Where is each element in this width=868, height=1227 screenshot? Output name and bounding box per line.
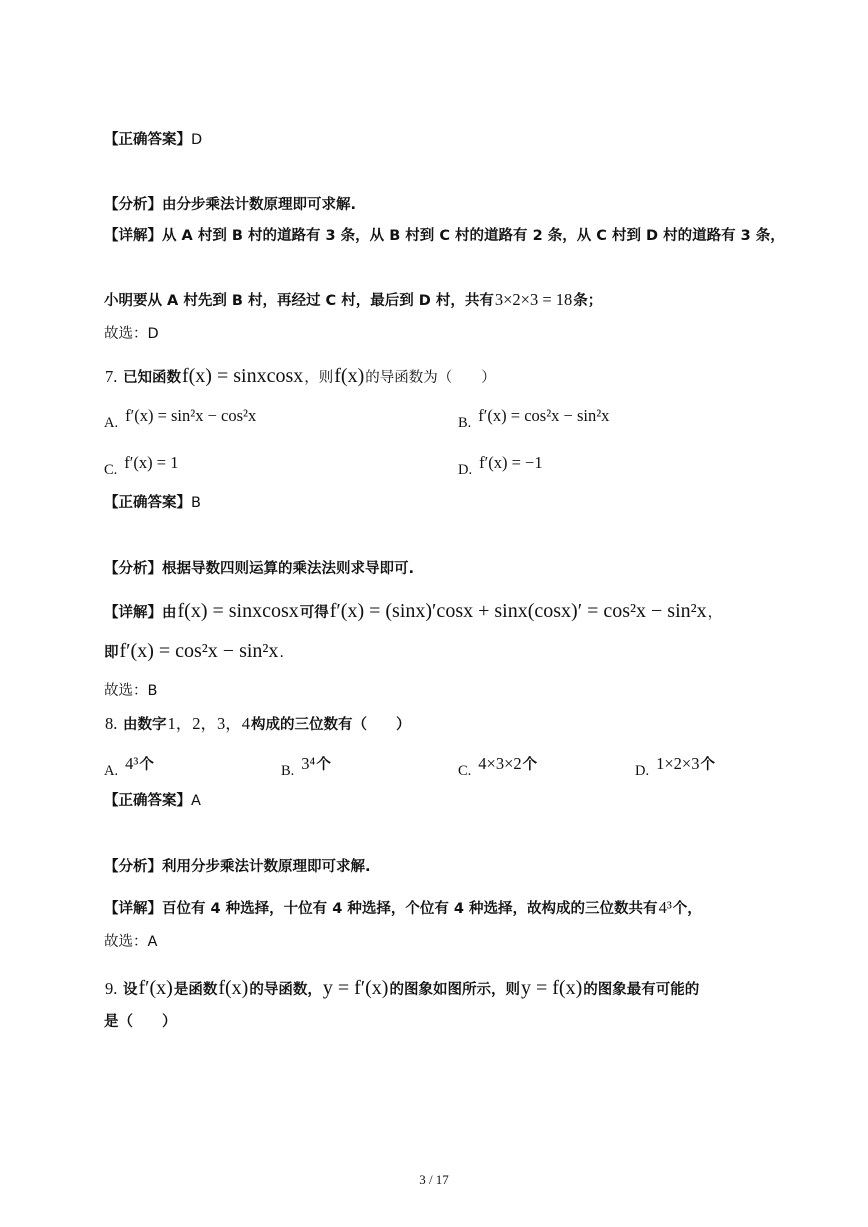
q8-choice: 故选：A	[104, 934, 158, 950]
q6-detail-line2	[104, 289, 602, 312]
q7-detail-line1	[104, 600, 722, 624]
q6-answer-line	[104, 129, 202, 151]
q8-detail-line	[104, 897, 702, 920]
analysis-text: 根据导数四则运算的乘法法则求导即可.	[162, 561, 415, 577]
option-suffix: 个	[700, 757, 715, 773]
detail-label: 【详解】	[104, 901, 162, 917]
analysis-text: 利用分步乘法计数原理即可求解.	[162, 859, 371, 875]
question-number: 8.	[105, 714, 118, 733]
q7-stem	[104, 365, 496, 389]
q7-detail-line2	[104, 640, 284, 664]
math-expression: f(x)	[218, 977, 249, 999]
analysis-label: 【分析】	[104, 561, 162, 577]
option-math: f′(x) = sin²x − cos²x	[125, 406, 257, 425]
q7-option-c	[104, 452, 179, 481]
detail-text-end: 个，	[672, 901, 702, 917]
option-suffix: 个	[522, 757, 538, 773]
stem-text: 的图象如图所示，则	[389, 982, 520, 998]
math-expression: f′(x) = (sinx)′cosx + sinx(cosx)′ = cos²x − sin²x	[329, 600, 707, 622]
detail-text: .	[279, 645, 285, 661]
option-suffix: 个	[139, 757, 154, 773]
detail-text: 即	[104, 645, 119, 661]
q7-analysis-line	[104, 558, 414, 580]
option-label: C.	[104, 462, 118, 478]
detail-text: 由	[162, 605, 177, 621]
detail-text: 小明要从 A 村先到 B 村，再经过 C 村，最后到 D 村，共有	[104, 293, 494, 309]
answer-label: 【正确答案】	[104, 793, 191, 809]
detail-text: 可得	[299, 605, 329, 621]
analysis-label: 【分析】	[104, 197, 162, 213]
math-expression: 3×2×3 = 18	[494, 290, 573, 309]
option-math: f′(x) = cos²x − sin²x	[478, 406, 610, 425]
q7-option-a	[104, 405, 257, 434]
stem-text: 由数字	[122, 717, 167, 733]
question-number: 9.	[105, 979, 118, 998]
detail-text: ，	[707, 605, 723, 621]
stem-text: 设	[122, 982, 138, 998]
q8-stem	[104, 713, 410, 736]
option-math: 4³	[125, 754, 139, 773]
stem-text: 构成的三位数有（ ）	[250, 717, 411, 733]
q7-option-d	[458, 452, 544, 481]
q7-choice: 故选：B	[104, 683, 158, 699]
q6-detail-line1	[104, 225, 785, 247]
q9-stem-line1	[104, 977, 699, 1001]
q8-option-b	[281, 753, 331, 782]
detail-text-end: 条；	[573, 293, 603, 309]
option-suffix: 个	[316, 757, 331, 773]
option-label: C.	[458, 763, 472, 779]
answer-value: A	[191, 793, 201, 809]
option-label: D.	[458, 462, 473, 478]
stem-text: 的导函数，	[249, 982, 322, 998]
math-expression: 4³	[658, 898, 672, 917]
option-math: f′(x) = 1	[124, 453, 179, 472]
math-expression: f(x)	[334, 365, 365, 387]
option-label: B.	[458, 415, 472, 431]
math-expression: y = f(x)	[520, 977, 583, 999]
answer-label: 【正确答案】	[104, 132, 191, 148]
detail-text: 从 A 村到 B 村的道路有 3 条，从 B 村到 C 村的道路有 2 条，从 C 村到 D 村的道路有 3 条，	[162, 228, 785, 244]
q6-analysis-line	[104, 194, 356, 216]
math-expression: 1，2，3，4	[167, 714, 250, 733]
analysis-text: 由分步乘法计数原理即可求解.	[162, 197, 357, 213]
q7-answer-line	[104, 492, 201, 514]
option-label: A.	[104, 415, 119, 431]
stem-text: 的图象最有可能的	[583, 982, 700, 998]
q8-answer-line	[104, 790, 201, 812]
answer-value: B	[191, 495, 201, 511]
q6-choice: 故选：D	[104, 326, 159, 342]
q9-stem-line2: 是（ ）	[104, 1014, 177, 1030]
option-label: D.	[635, 763, 650, 779]
q8-option-d	[635, 753, 715, 782]
q8-option-c	[458, 753, 537, 782]
math-expression: f(x) = sinxcosx	[177, 600, 299, 622]
stem-text: 是函数	[173, 982, 218, 998]
answer-label: 【正确答案】	[104, 495, 191, 511]
question-number: 7.	[105, 367, 118, 386]
math-expression: f′(x)	[138, 977, 173, 999]
stem-text: ，则	[304, 370, 334, 386]
option-math: 1×2×3	[656, 754, 700, 773]
q8-option-a	[104, 753, 154, 782]
q7-option-b	[458, 405, 610, 434]
stem-text: 已知函数	[122, 370, 181, 386]
detail-text: 百位有 4 种选择，十位有 4 种选择，个位有 4 种选择，故构成的三位数共有	[162, 901, 658, 917]
q8-analysis-line	[104, 856, 371, 878]
option-label: A.	[104, 763, 119, 779]
option-math: 3⁴	[301, 754, 316, 773]
page-number: 3 / 17	[419, 1172, 449, 1187]
stem-text: 的导函数为（ ）	[365, 370, 496, 386]
option-label: B.	[281, 763, 295, 779]
math-expression: f(x) = sinxcosx	[181, 365, 304, 387]
detail-label: 【详解】	[104, 228, 162, 244]
analysis-label: 【分析】	[104, 859, 162, 875]
math-expression: y = f′(x)	[322, 977, 389, 999]
answer-value: D	[191, 132, 203, 148]
option-math: 4×3×2	[478, 754, 522, 773]
detail-label: 【详解】	[104, 605, 162, 621]
math-expression: f′(x) = cos²x − sin²x	[119, 640, 279, 662]
option-math: f′(x) = −1	[479, 453, 543, 472]
